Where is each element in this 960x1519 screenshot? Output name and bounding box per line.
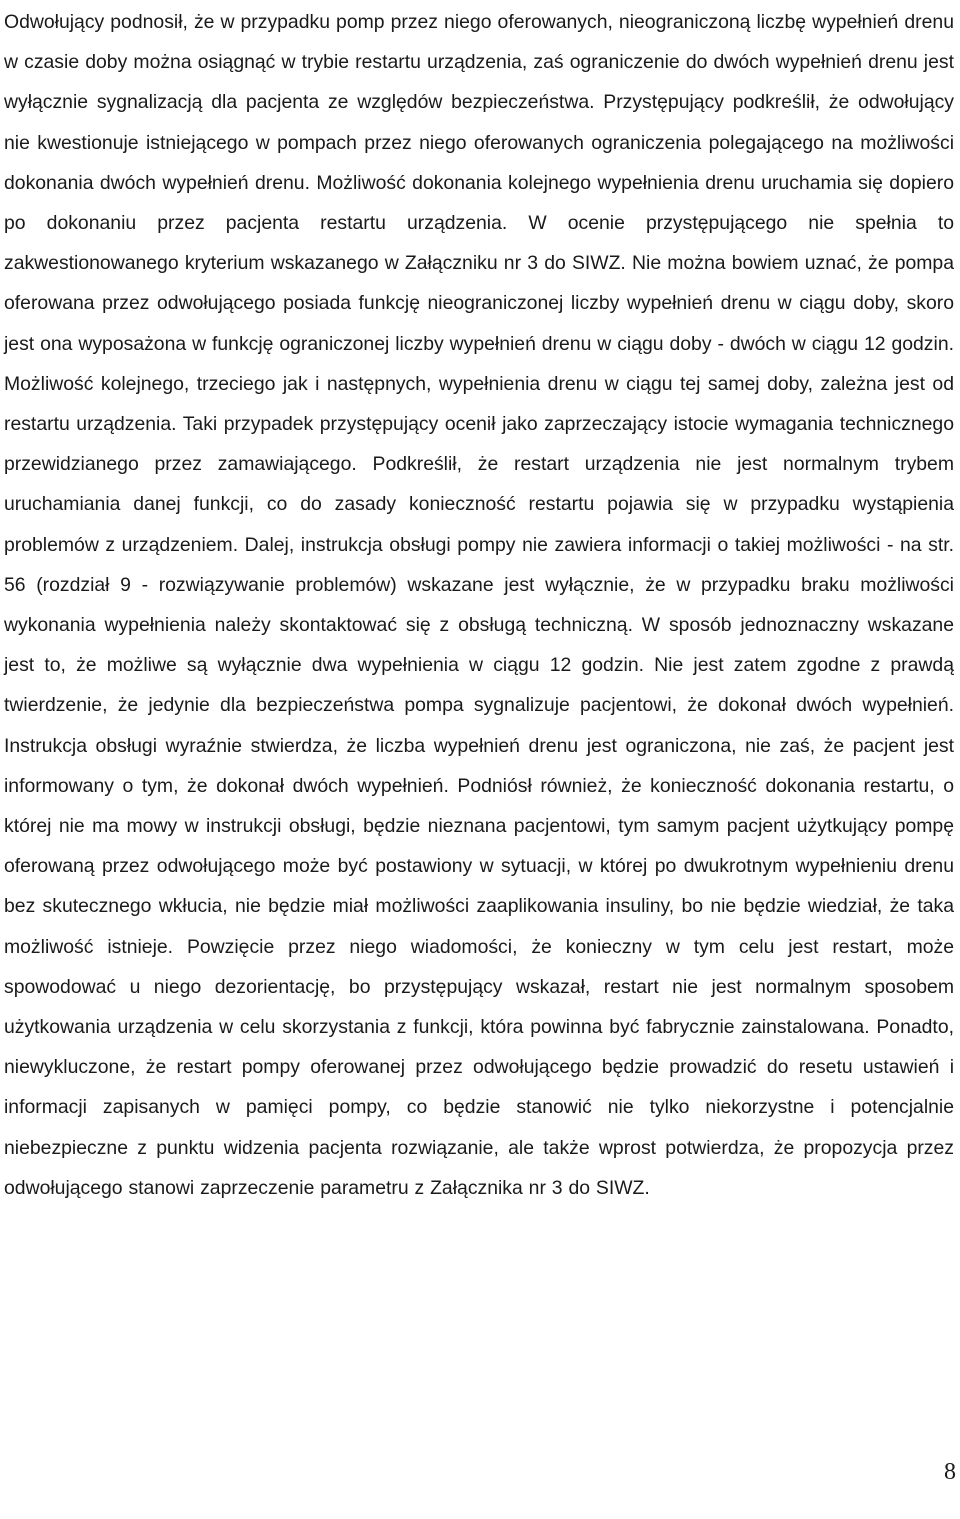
body-paragraph: Odwołujący podnosił, że w przypadku pomp przez niego oferowanych, nieograniczoną liczbę wypełnień drenu w czasie doby można osiągnąć w trybie restartu urządzenia, zaś ograniczenie do dwóch wypełnień drenu jest wyłącznie sygnalizacją dla pacjenta ze względów bezpieczeństwa. Przystępujący podkreślił, że odwołujący nie kwestionuje istniejącego w pompach przez niego oferowanych ograniczenia polegającego na możliwości dokonania dwóch wypełnień drenu. Możliwość dokonania kolejnego wypełnienia drenu uruchamia się dopiero po dokonaniu przez pacjenta restartu urządzenia. W ocenie przystępującego nie spełnia to zakwestionowanego kryterium wskazanego w Załączniku nr 3 do SIWZ. Nie można bowiem uznać, że pompa oferowana przez odwołującego posiada funkcję nieograniczonej liczby wypełnień drenu w ciągu doby, skoro jest ona wyposażona w funkcję ograniczonej liczby wypełnień drenu w ciągu doby - dwóch w ciągu 12 godzin. Możliwość kolejnego, trzeciego jak i następnych, wypełnienia drenu w ciągu tej samej doby, zależna jest od restartu urządzenia. Taki przypadek przystępujący ocenił jako zaprzeczający istocie wymagania technicznego przewidzianego przez zamawiającego. Podkreślił, że restart urządzenia nie jest normalnym trybem uruchamiania danej funkcji, co do zasady konieczność restartu pojawia się w przypadku wystąpienia problemów z urządzeniem. Dalej, instrukcja obsługi pompy nie zawiera informacji o takiej możliwości - na str. 56 (rozdział 9 - rozwiązywanie problemów) wskazane jest wyłącznie, że w przypadku braku możliwości wykonania wypełnienia należy skontaktować się z obsługą techniczną. W sposób jednoznaczny wskazane jest to, że możliwe są wyłącznie dwa wypełnienia w ciągu 12 godzin. Nie jest zatem zgodne z prawdą twierdzenie, że jedynie dla bezpieczeństwa pompa sygnalizuje pacjentowi, że dokonał dwóch wypełnień. Instrukcja obsługi wyraźnie stwierdza, że liczba wypełnień drenu jest ograniczona, nie zaś, że pacjent jest informowany o tym, że dokonał dwóch wypełnień. Podniósł również, że konieczność dokonania restartu, o której nie ma mowy w instrukcji obsługi, będzie nieznana pacjentowi, tym samym pacjent użytkujący pompę oferowaną przez odwołującego może być postawiony w sytuacji, w której po dwukrotnym wypełnieniu drenu bez skutecznego wkłucia, nie będzie miał możliwości zaaplikowania insuliny, bo nie będzie wiedział, że taka możliwość istnieje. Powzięcie przez niego wiadomości, że konieczny w tym celu jest restart, może spowodować u niego dezorientację, bo przystępujący wskazał, restart nie jest normalnym sposobem użytkowania urządzenia w celu skorzystania z funkcji, która powinna być fabrycznie zainstalowana. Ponadto, niewykluczone, że restart pompy oferowanej przez odwołującego będzie prowadzić do resetu ustawień i informacji zapisanych w pamięci pompy, co będzie stanowić nie tylko niekorzystne i potencjalnie niebezpieczne z punktu widzenia pacjenta rozwiązanie, ale także wprost potwierdza, że propozycja przez odwołującego stanowi zaprzeczenie parametru z Załącznika nr 3 do SIWZ. xyxy=(4,11,954,1199)
page-number: 8 xyxy=(944,1459,956,1485)
